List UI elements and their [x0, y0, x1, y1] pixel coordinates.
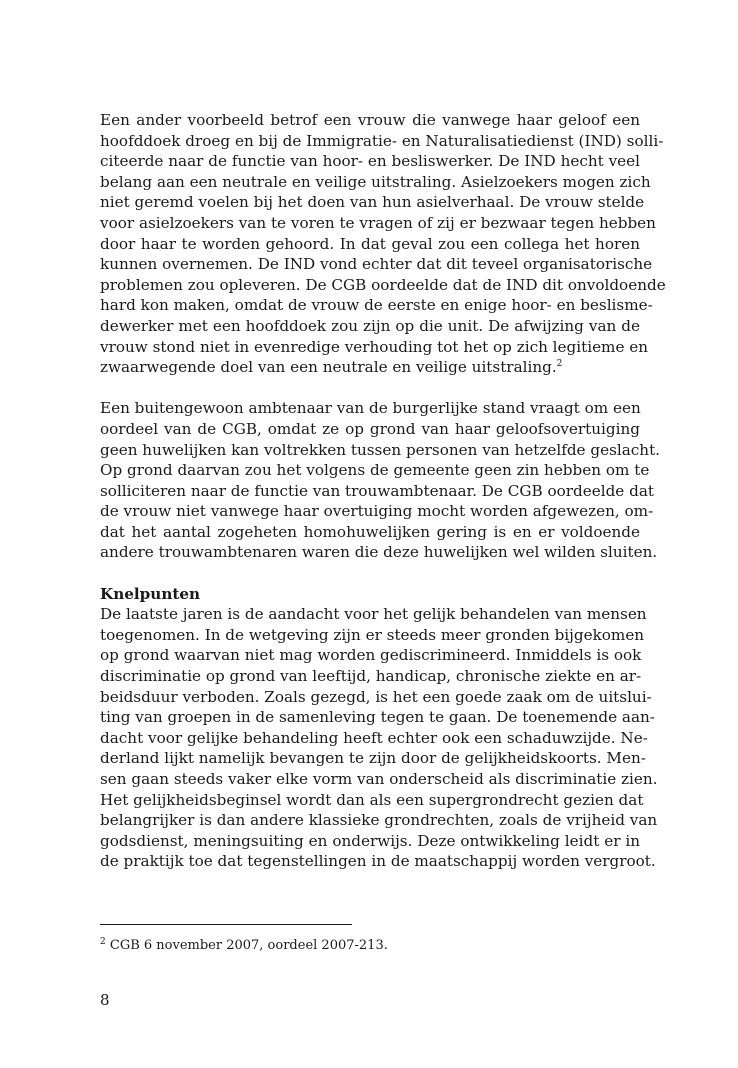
text-line: geen huwelijken kan voltrekken tussen personen van hetzelfde geslacht. [100, 440, 660, 459]
text-line: op grond waarvan niet mag worden gediscrimineerd. Inmiddels is ook [100, 646, 642, 665]
text-line: de praktijk toe dat tegenstellingen in de maatschappij worden vergroot. [100, 852, 656, 871]
page-body [100, 110, 666, 872]
text-line: de vrouw niet vanwege haar overtuiging mocht worden afgewezen, om- [100, 502, 654, 521]
text-line: belang aan een neutrale en veilige uitstraling. Asielzoekers mogen zich [100, 172, 651, 191]
footnote-reference[interactable]: 2 [556, 359, 563, 370]
text-line: Het gelijkheidsbeginsel wordt dan als een supergrondrecht gezien dat [100, 790, 644, 809]
text-line: belangrijker is dan andere klassieke grondrechten, zoals de vrijheid van [100, 811, 658, 830]
text-line: sen gaan steeds vaker elke vorm van onderscheid als discriminatie zien. [100, 770, 658, 788]
page-number: 8 [100, 991, 110, 1009]
footnote [100, 937, 388, 955]
paragraph-spacer [100, 563, 640, 584]
text-line: door haar te worden gehoord. In dat geval zou een collega het horen [100, 234, 640, 253]
paragraph-spacer [100, 378, 640, 399]
text-line: zwaarwegende doel van een neutrale en veilige uitstraling. [100, 358, 557, 377]
text-line: andere trouwambtenaren waren die deze huwelijken wel wilden sluiten. [100, 543, 658, 562]
section-knelpunten [100, 584, 658, 872]
text-line: problemen zou opleveren. De CGB oordeelde dat de IND dit onvoldoende [100, 275, 666, 294]
footnote-text: CGB 6 november 2007, oordeel 2007-213. [105, 938, 388, 953]
text-line-with-footnote [100, 357, 640, 378]
text-line: dacht voor gelijke behandeling heeft echter ook een schaduwzijde. Ne- [100, 728, 648, 747]
text-line: godsdienst, meningsuiting en onderwijs. Deze ontwikkeling leidt er in [100, 831, 640, 850]
paragraph-registrar-case [100, 398, 660, 563]
text-line: solliciteren naar de functie van trouwambtenaar. De CGB oordeelde dat [100, 481, 654, 500]
text-line: Op grond daarvan zou het volgens de gemeente geen zin hebben om te [100, 461, 650, 480]
footnote-number: 2 [100, 937, 106, 947]
text-line: citeerde naar de functie van hoor- en besliswerker. De IND hecht veel [100, 152, 640, 171]
text-line: oordeel van de CGB, omdat ze op grond van haar geloofsovertuiging [100, 419, 640, 438]
text-line: hoofddoek droeg en bij de Immigratie- en Naturalisatiedienst (IND) solli- [100, 131, 664, 150]
text-line: vrouw stond niet in evenredige verhouding tot het op zich legitieme en [100, 337, 649, 356]
text-line: toegenomen. In de wetgeving zijn er steeds meer gronden bijgekomen [100, 625, 645, 644]
text-line: dewerker met een hoofddoek zou zijn op die unit. De afwijzing van de [100, 316, 640, 335]
text-line: hard kon maken, omdat de vrouw de eerste en enige hoor- en beslisme- [100, 296, 653, 315]
text-line: Een buitengewoon ambtenaar van de burgerlijke stand vraagt om een [100, 399, 641, 418]
text-line: ting van groepen in de samenleving tegen te gaan. De toenemende aan- [100, 708, 655, 727]
paragraph-headscarf-case [100, 110, 666, 378]
text-line: dat het aantal zogeheten homohuwelijken gering is en er voldoende [100, 522, 640, 541]
text-line: derland lijkt namelijk bevangen te zijn door de gelijkheidskoorts. Men- [100, 749, 646, 768]
text-line: Een ander voorbeeld betrof een vrouw die vanwege haar geloof een [100, 111, 640, 129]
text-line: kunnen overnemen. De IND vond echter dat dit teveel organisatorische [100, 255, 653, 274]
text-line: voor asielzoekers van te voren te vragen of zij er bezwaar tegen hebben [100, 213, 656, 232]
text-line: niet geremd voelen bij het doen van hun asielverhaal. De vrouw stelde [100, 193, 645, 212]
text-line: discriminatie op grond van leeftijd, handicap, chronische ziekte en ar- [100, 667, 642, 686]
text-line: beidsduur verboden. Zoals gezegd, is het een goede zaak om de uitslui- [100, 687, 652, 706]
footnote-separator [100, 924, 352, 925]
section-heading: Knelpunten [100, 584, 201, 603]
text-line: De laatste jaren is de aandacht voor het gelijk behandelen van mensen [100, 605, 647, 624]
